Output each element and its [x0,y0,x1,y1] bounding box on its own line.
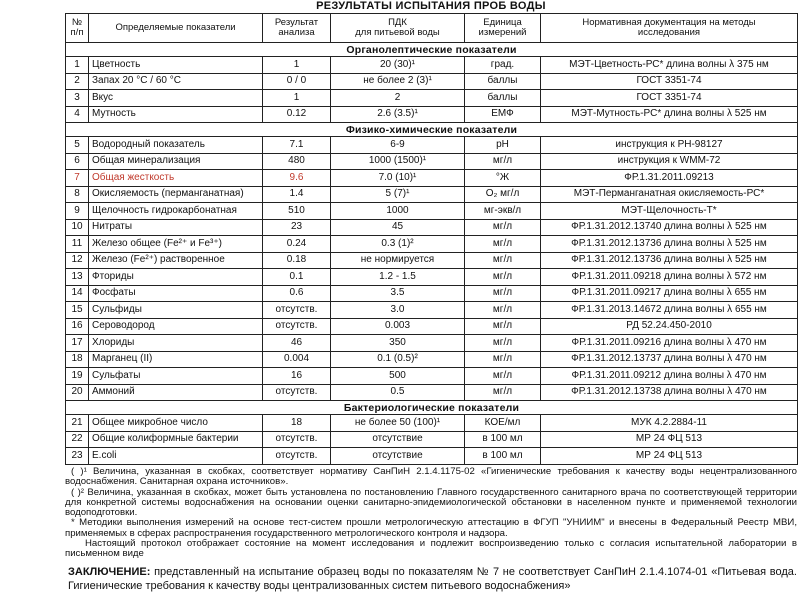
header-line: Единица [483,17,522,28]
cell-number: 3 [66,90,89,107]
cell-number: 13 [66,269,89,286]
header-method [541,14,798,43]
table-row [66,90,798,107]
cell-indicator: Мутность [89,106,263,123]
cell-result: 1 [263,90,331,107]
cell-method: ФР.1.31.2012.13738 длина волны λ 470 нм [541,384,798,401]
cell-pdk: 7.0 (10)¹ [331,170,465,187]
cell-method: ФР.1.31.2013.14672 длина волны λ 655 нм [541,302,798,319]
table-row [66,219,798,236]
table-row [66,269,798,286]
cell-number: 20 [66,384,89,401]
results-table-head [66,14,798,43]
table-row [66,252,798,269]
cell-result: отсутств. [263,384,331,401]
cell-pdk: 1000 [331,203,465,220]
cell-number: 5 [66,137,89,154]
conclusion [68,565,797,593]
cell-pdk: 3.0 [331,302,465,319]
cell-unit: мг/л [465,219,541,236]
table-row [66,203,798,220]
cell-number: 21 [66,415,89,432]
cell-indicator: Фториды [89,269,263,286]
cell-indicator: Хлориды [89,335,263,352]
conclusion-label: ЗАКЛЮЧЕНИЕ: [68,565,151,578]
section-header-row [66,43,798,57]
header-unit [465,14,541,43]
cell-method: инструкция к WMM-72 [541,153,798,170]
cell-method: ФР.1.31.2012.13740 длина волны λ 525 нм [541,219,798,236]
header-line: Нормативная документация на методы [582,17,756,28]
cell-indicator: Аммоний [89,384,263,401]
cell-unit: °Ж [465,170,541,187]
protocol-note: Настоящий протокол отображает состояние на момент исследования и подлежит воспроизведению только с согласия испытательной лаборатории в письменном виде [65,538,797,560]
cell-unit: pH [465,137,541,154]
cell-unit: ЕМФ [465,106,541,123]
cell-indicator: Щелочность гидрокарбонатная [89,203,263,220]
table-row [66,302,798,319]
cell-indicator: Запах 20 °С / 60 °С [89,73,263,90]
cell-method: ФР.1.31.2011.09217 длина волны λ 655 нм [541,285,798,302]
cell-pdk: не более 2 (3)¹ [331,73,465,90]
cell-unit: мг/л [465,384,541,401]
table-row [66,236,798,253]
table-row [66,368,798,385]
cell-unit: мг/л [465,302,541,319]
cell-pdk: 1.2 - 1.5 [331,269,465,286]
cell-unit: мг/л [465,318,541,335]
cell-number: 10 [66,219,89,236]
cell-method: ФР.1.31.2012.13736 длина волны λ 525 нм [541,252,798,269]
header-number [66,14,89,43]
cell-result: 1.4 [263,186,331,203]
cell-pdk: не нормируется [331,252,465,269]
cell-result: 46 [263,335,331,352]
cell-method: ФР.1.31.2011.09218 длина волны λ 572 нм [541,269,798,286]
table-row [66,153,798,170]
cell-pdk: 350 [331,335,465,352]
cell-number: 19 [66,368,89,385]
cell-result: 510 [263,203,331,220]
cell-method: ФР.1.31.2012.13736 длина волны λ 525 нм [541,236,798,253]
cell-indicator: Железо общее (Fe²⁺ и Fe³⁺) [89,236,263,253]
cell-unit: мг/л [465,269,541,286]
cell-number: 4 [66,106,89,123]
cell-pdk: отсутствие [331,431,465,448]
cell-method: МЭТ-Перманганатная окисляемость-РС* [541,186,798,203]
cell-indicator: Нитраты [89,219,263,236]
cell-indicator: Фосфаты [89,285,263,302]
cell-method: МЭТ-Мутность-РС* длина волны λ 525 нм [541,106,798,123]
cell-result: 0.24 [263,236,331,253]
report-footer [65,467,797,593]
cell-indicator: Общее микробное число [89,415,263,432]
header-line: анализа [278,27,315,38]
cell-result: отсутств. [263,302,331,319]
cell-indicator: Окисляемость (перманганатная) [89,186,263,203]
cell-pdk: 0.003 [331,318,465,335]
cell-unit: мг/л [465,285,541,302]
cell-unit: мг/л [465,236,541,253]
header-line: ПДК [388,17,407,28]
cell-unit: мг/л [465,252,541,269]
cell-unit: мг/л [465,368,541,385]
cell-result: 9.6 [263,170,331,187]
footnote-methods: * Методики выполнения измерений на основе тест-систем прошли метрологическую аттестацию в ФГУП "УНИИМ" и внесены в Федеральный Реестр МВИ, применяемых в сферах распространения государственного метрологического контроля и надзора. [65,517,797,539]
cell-result: 18 [263,415,331,432]
cell-indicator: E.coli [89,448,263,465]
cell-unit: мг/л [465,335,541,352]
table-row [66,285,798,302]
section-header-row [66,401,798,415]
header-line: Определяемые показатели [115,22,236,33]
cell-result: отсутств. [263,431,331,448]
cell-pdk: 2.6 (3.5)¹ [331,106,465,123]
cell-result: 7.1 [263,137,331,154]
header-result [263,14,331,43]
cell-unit: град. [465,57,541,74]
cell-unit: мг/л [465,153,541,170]
cell-pdk: 20 (30)¹ [331,57,465,74]
cell-number: 2 [66,73,89,90]
cell-number: 8 [66,186,89,203]
section-header-row [66,123,798,137]
cell-indicator: Общая жесткость [89,170,263,187]
cell-result: 0.18 [263,252,331,269]
cell-pdk: 0.1 (0.5)² [331,351,465,368]
cell-method: инструкция к РН-98127 [541,137,798,154]
cell-unit: КОЕ/мл [465,415,541,432]
table-row [66,170,798,187]
cell-result: 0.1 [263,269,331,286]
cell-method: МУК 4.2.2884-11 [541,415,798,432]
cell-result: 0.6 [263,285,331,302]
cell-pdk: 500 [331,368,465,385]
header-line: Результат [274,17,319,28]
cell-pdk: 2 [331,90,465,107]
cell-method: ФР.1.31.2011.09212 длина волны λ 470 нм [541,368,798,385]
cell-unit: мг-экв/л [465,203,541,220]
cell-result: отсутств. [263,318,331,335]
table-row [66,318,798,335]
table-row [66,431,798,448]
cell-pdk: 45 [331,219,465,236]
table-row [66,186,798,203]
cell-unit: О₂ мг/л [465,186,541,203]
cell-method: МР 24 ФЦ 513 [541,431,798,448]
cell-pdk: 0.3 (1)² [331,236,465,253]
cell-pdk: 0.5 [331,384,465,401]
cell-indicator: Сульфиды [89,302,263,319]
footnote-1: ( )¹ Величина, указанная в скобках, соответствует нормативу СанПиН 2.1.4.1175-02 «Гигиенические требования к качеству воды нецентрализованного водоснабжения. Санитарная охрана источников». [65,466,797,488]
cell-number: 22 [66,431,89,448]
cell-method: ГОСТ 3351-74 [541,90,798,107]
cell-result: 0.12 [263,106,331,123]
cell-number: 17 [66,335,89,352]
cell-result: 16 [263,368,331,385]
cell-indicator: Общие колиформные бактерии [89,431,263,448]
cell-result: 1 [263,57,331,74]
header-line: измерений [478,27,527,38]
footnotes [65,467,797,560]
header-indicator [89,14,263,43]
cell-number: 9 [66,203,89,220]
cell-number: 12 [66,252,89,269]
cell-number: 1 [66,57,89,74]
table-row [66,384,798,401]
cell-method: МЭТ-Щелочность-Т* [541,203,798,220]
cell-pdk: 5 (7)¹ [331,186,465,203]
cell-indicator: Сульфаты [89,368,263,385]
table-row [66,335,798,352]
cell-method: ГОСТ 3351-74 [541,73,798,90]
cell-method: РД 52.24.450-2010 [541,318,798,335]
cell-indicator: Цветность [89,57,263,74]
cell-method: ФР.1.31.2011.09213 [541,170,798,187]
cell-result: 0 / 0 [263,73,331,90]
table-row [66,351,798,368]
cell-number: 15 [66,302,89,319]
table-row [66,73,798,90]
cell-unit: баллы [465,90,541,107]
table-row [66,106,798,123]
cell-indicator: Водородный показатель [89,137,263,154]
conclusion-text: представленный на испытание образец воды по показателям № 7 не соответствует СанПиН 2.1.4.1074-01 «Питьевая вода. Гигиенические требования к качеству воды централизованных систем питьевого водоснабжения» [68,565,797,592]
cell-indicator: Железо (Fe²⁺) растворенное [89,252,263,269]
header-line: п/п [70,27,84,38]
cell-pdk: отсутствие [331,448,465,465]
results-table-body [66,43,798,465]
cell-unit: в 100 мл [465,448,541,465]
section-title: Органолептические показатели [66,43,798,57]
cell-indicator: Общая минерализация [89,153,263,170]
cell-pdk: не более 50 (100)¹ [331,415,465,432]
cell-unit: баллы [465,73,541,90]
cell-number: 14 [66,285,89,302]
header-pdk [331,14,465,43]
table-row [66,57,798,74]
cell-number: 18 [66,351,89,368]
cell-pdk: 6-9 [331,137,465,154]
cell-number: 6 [66,153,89,170]
table-row [66,415,798,432]
cell-indicator: Сероводород [89,318,263,335]
cell-result: 0.004 [263,351,331,368]
cell-method: ФР.1.31.2012.13737 длина волны λ 470 нм [541,351,798,368]
cell-number: 11 [66,236,89,253]
cell-unit: мг/л [465,351,541,368]
cell-unit: в 100 мл [465,431,541,448]
header-line: для питьевой воды [355,27,440,38]
cell-indicator: Вкус [89,90,263,107]
table-row [66,448,798,465]
cell-result: отсутств. [263,448,331,465]
cell-pdk: 1000 (1500)¹ [331,153,465,170]
cell-method: ФР.1.31.2011.09216 длина волны λ 470 нм [541,335,798,352]
section-title: Физико-химические показатели [66,123,798,137]
cell-number: 7 [66,170,89,187]
footnote-2: ( )² Величина, указанная в скобках, может быть установлена по постановлению Главного государственного санитарного врача по соответствующей территории для конкретной системы водоснабжения на основании оценки санитарно-эпидемиологической обстановки в населенном пункте и применяемой технологии водоподготовки. [65,486,797,519]
header-line: исследования [637,27,701,38]
cell-indicator: Марганец (II) [89,351,263,368]
section-title: Бактериологические показатели [66,401,798,415]
report-title: РЕЗУЛЬТАТЫ ИСПЫТАНИЯ ПРОБ ВОДЫ [316,0,546,12]
results-table [65,13,798,465]
cell-method: МЭТ-Цветность-РС* длина волны λ 375 нм [541,57,798,74]
cell-number: 16 [66,318,89,335]
cell-method: МР 24 ФЦ 513 [541,448,798,465]
header-line: № [71,17,83,28]
cell-result: 23 [263,219,331,236]
header-row [66,14,798,43]
cell-pdk: 3.5 [331,285,465,302]
table-row [66,137,798,154]
cell-number: 23 [66,448,89,465]
cell-result: 480 [263,153,331,170]
